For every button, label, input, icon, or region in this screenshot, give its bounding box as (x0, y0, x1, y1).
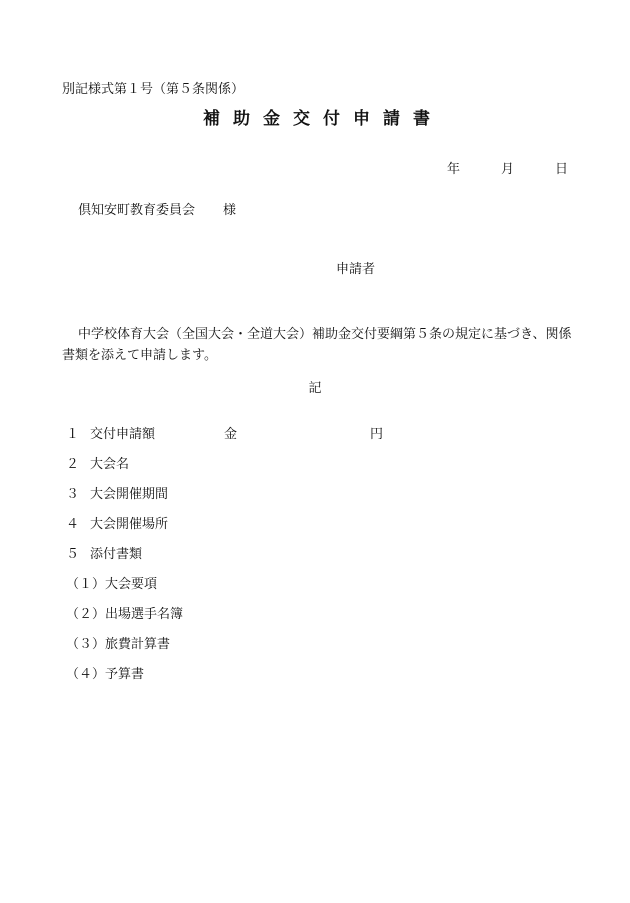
addressee-name: 倶知安町教育委員会 (78, 203, 196, 218)
item-application-amount (66, 428, 155, 441)
item-number: ２ (66, 457, 80, 472)
item-attachments (66, 548, 142, 561)
attachment-item: （１）大会要項 (66, 577, 158, 592)
ki-heading: 記 (308, 381, 322, 396)
item-label: 大会開催場所 (90, 517, 169, 532)
item-label: 大会名 (90, 457, 130, 472)
amount-suffix: 円 (370, 427, 384, 442)
form-number: 別記様式第１号（第５条関係） (62, 82, 245, 97)
item-number: ３ (66, 487, 80, 502)
item-number: １ (66, 427, 80, 442)
date-day-label: 日 (555, 162, 569, 177)
body-text (62, 324, 572, 366)
item-event-period (66, 488, 168, 501)
item-label: 添付書類 (90, 547, 143, 562)
document-title: 補助金交付申請書 (203, 109, 443, 129)
addressee-suffix: 様 (223, 203, 237, 218)
item-event-name (66, 458, 129, 471)
attachment-item: （３）旅費計算書 (66, 637, 171, 652)
amount-prefix: 金 (224, 427, 238, 442)
item-label: 交付申請額 (90, 427, 156, 442)
date-year-label: 年 (447, 162, 461, 177)
body-text-content: 中学校体育大会（全国大会・全道大会）補助金交付要綱第５条の規定に基づき、関係書類を添えて申請します。 (62, 327, 572, 363)
item-label: 大会開催期間 (90, 487, 169, 502)
attachment-item: （２）出場選手名簿 (66, 607, 184, 622)
applicant-label: 申請者 (336, 262, 376, 277)
attachment-item: （４）予算書 (66, 667, 145, 682)
item-number: ４ (66, 517, 80, 532)
date-month-label: 月 (501, 162, 515, 177)
item-event-venue (66, 518, 168, 531)
item-number: ５ (66, 547, 80, 562)
